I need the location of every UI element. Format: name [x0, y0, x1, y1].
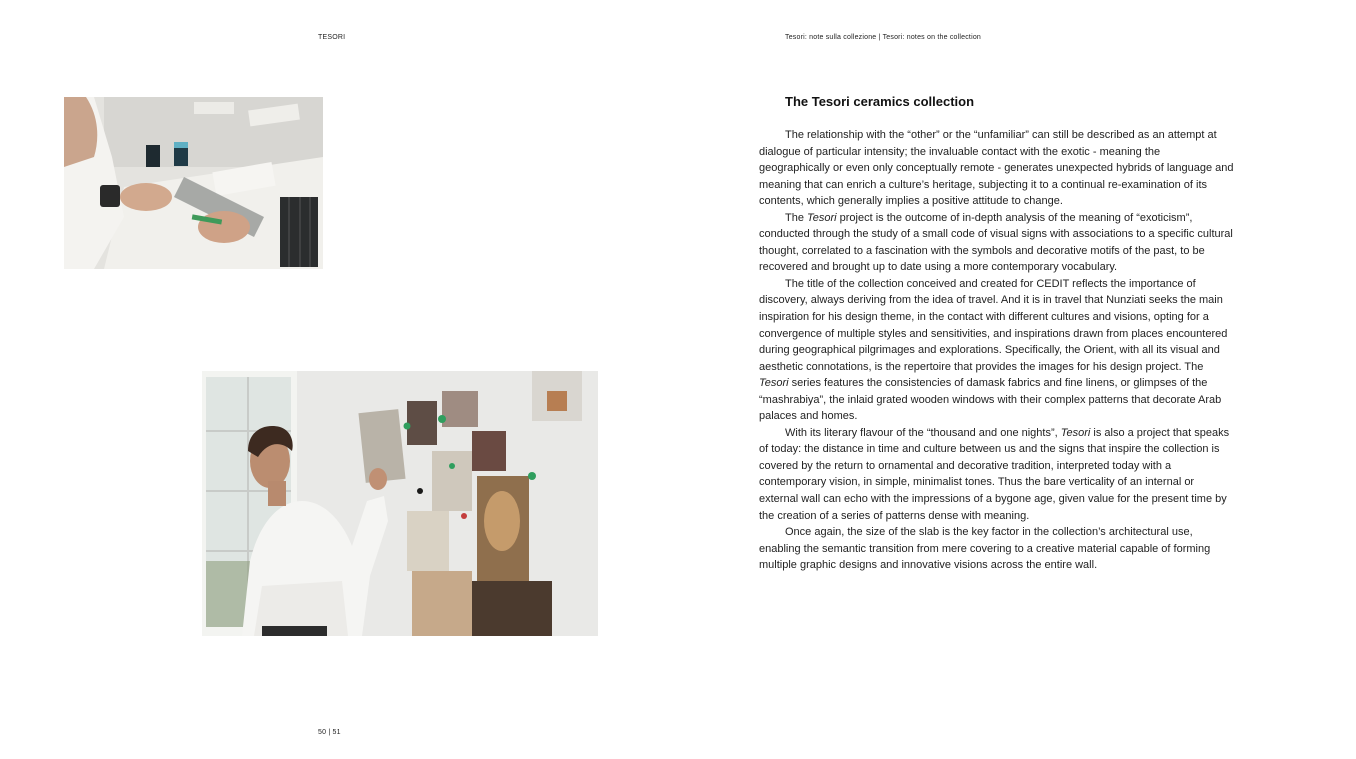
paragraph-3: The title of the collection conceived and created for CEDIT reflects the importance of discovery, always deriving from the idea of travel. And it is in travel that Nunziati seeks the main inspiration for his design theme, in the contact with different cultures and visions, opting for a convergence of multiple styles and sensitivities, and inspirations drawn from places encountered during geographical pilgrimages and explorations. Specifically, the Orient, with all its visual and aesthetic connotations, is the repertoire that provides the images for his design project. The Tesori series features the consistencies of damask fabrics and fine linens, or glimpses of the “mashrabiya”, the inlaid grated wooden windows with their complex patterns that decorate Arab palaces and homes. — [759, 277, 1228, 423]
running-header-right: Tesori: note sulla collezione | Tesori: notes on the collection — [785, 34, 982, 41]
page-numbers: 50 | 51 — [318, 729, 341, 736]
designer-moodboard-photo — [202, 371, 598, 636]
designer-drawing-photo — [64, 97, 323, 269]
paragraph-2: The Tesori project is the outcome of in-depth analysis of the meaning of “exoticism”, conducted through the study of a small code of visual signs with associations to a specific cultural thought, correlated to a fascination with the symbols and decorative motifs of the past, to be recovered and brought up to date using a more contemporary vocabulary. — [759, 211, 1233, 274]
paragraph-5: Once again, the size of the slab is the key factor in the collection’s architectural use, enabling the semantic transition from mere covering to a creative material capable of forming multiple graphic designs and innovative visions across the entire wall. — [759, 526, 1211, 572]
article — [759, 94, 1234, 574]
paragraph-4: With its literary flavour of the “thousand and one nights”, Tesori is also a project that speaks of today: the distance in time and culture between us and the signs that inspire the collection is covered by the return to ornamental and decorative tradition, interpreted today with a contemporary vision, in simple, minimalist tones. Thus the bare verticality of an internal or external wall can echo with the impressions of a bygone age, given value for the present time by the creation of a series of patterns dense with meaning. — [759, 426, 1230, 522]
designer-drawing-at-desk-photo-icon — [64, 97, 323, 269]
article-title: The Tesori ceramics collection — [785, 94, 975, 109]
designer-pinning-images-on-wall-photo-icon — [202, 371, 598, 636]
paragraph-1: The relationship with the “other” or the “unfamiliar” can still be described as an attempt at dialogue of particular intensity; the invaluable contact with the exotic - meaning the geographically or even only conceptually remote - generates unexpected hybrids of language and meaning that can enrich a culture’s heritage, subjecting it to a continual re-examination of its contents, which generally implies a positive attitude to change. — [759, 129, 1234, 208]
running-header-left: TESORI — [318, 34, 346, 41]
